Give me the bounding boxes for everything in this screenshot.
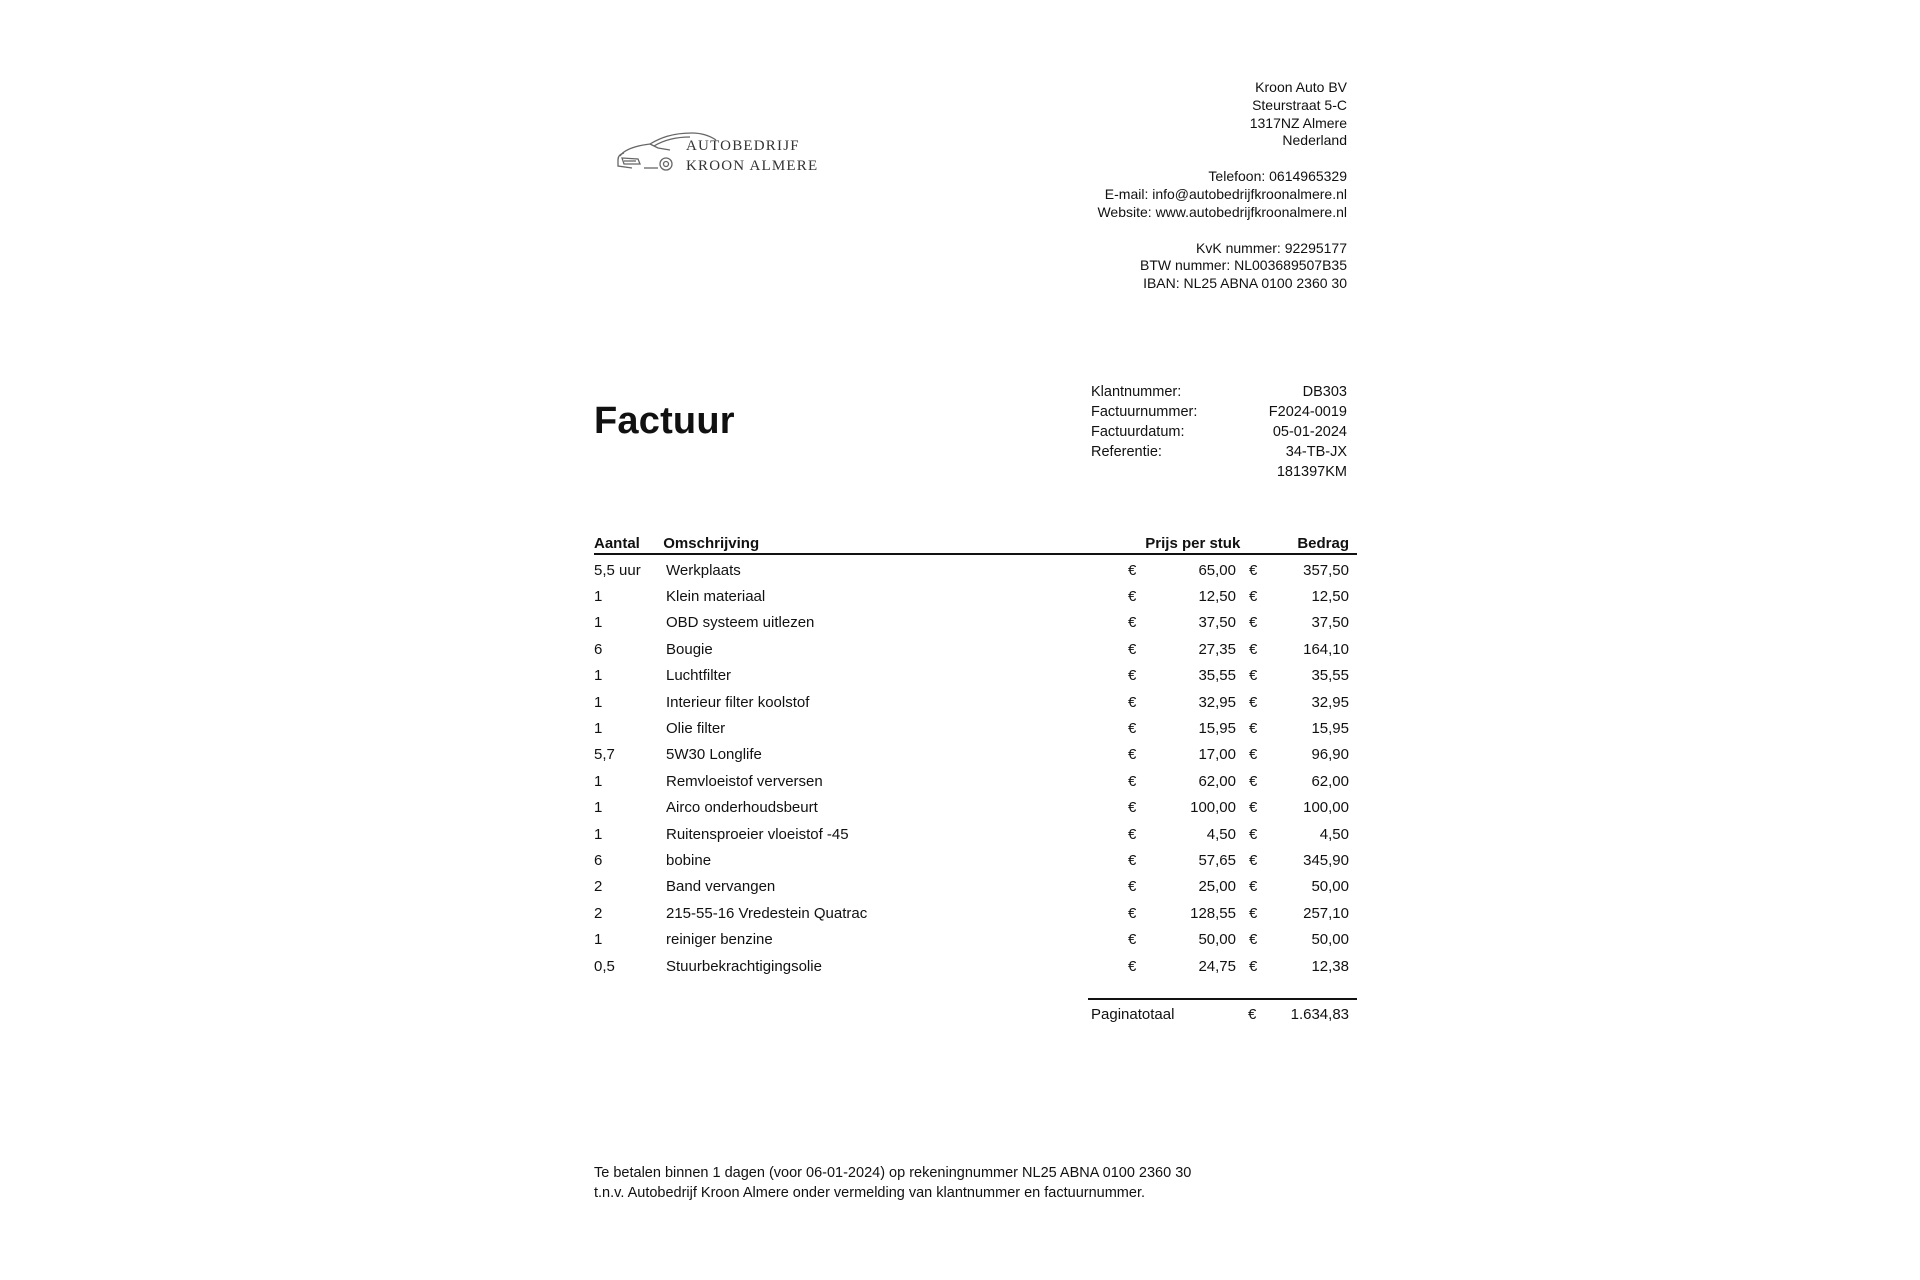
cell-currency: € (1128, 561, 1137, 579)
spacer (1027, 222, 1347, 240)
cell-aantal: 1 (594, 693, 603, 711)
table-row (594, 557, 1357, 583)
cell-aantal: 1 (594, 931, 603, 949)
cell-currency: € (1128, 588, 1137, 606)
cell-aantal: 1 (594, 825, 603, 843)
meta-row-klantnummer (1091, 382, 1347, 402)
cell-prijs: 100,00 (1190, 799, 1236, 817)
table-row (594, 636, 1357, 662)
cell-currency: € (1249, 825, 1258, 843)
cell-aantal: 0,5 (594, 957, 615, 975)
table-row (594, 795, 1357, 821)
company-country: Nederland (1282, 132, 1347, 149)
cell-currency: € (1249, 561, 1258, 579)
cell-omschrijving: Olie filter (666, 720, 726, 738)
cell-aantal: 1 (594, 799, 603, 817)
cell-prijs: 25,00 (1198, 878, 1236, 896)
cell-aantal: 5,5 uur (594, 561, 641, 579)
company-phone: Telefoon: 0614965329 (1208, 168, 1347, 185)
cell-bedrag: 15,95 (1311, 720, 1349, 738)
cell-aantal: 1 (594, 614, 603, 632)
page-total (1088, 998, 1357, 1023)
payment-line-1: Te betalen binnen 1 dagen (voor 06-01-2024) op rekeningnummer NL25 ABNA 0100 2360 30 (594, 1165, 1192, 1181)
meta-label: Klantnummer: (1091, 384, 1182, 400)
cell-currency: € (1128, 931, 1137, 949)
meta-value: 34-TB-JX (1285, 444, 1347, 460)
cell-prijs: 65,00 (1198, 561, 1236, 579)
meta-value: F2024-0019 (1268, 404, 1347, 420)
cell-currency: € (1249, 957, 1258, 975)
invoice-meta (1091, 382, 1347, 482)
cell-aantal: 6 (594, 851, 603, 869)
cell-currency: € (1249, 693, 1258, 711)
cell-currency: € (1128, 957, 1137, 975)
cell-prijs: 12,50 (1198, 588, 1236, 606)
page-title: Factuur (594, 400, 735, 442)
cell-omschrijving: Stuurbekrachtigingsolie (666, 957, 822, 975)
header-omschrijving: Omschrijving (663, 535, 760, 552)
table-row (594, 847, 1357, 873)
company-city: 1317NZ Almere (1249, 114, 1347, 131)
table-row (594, 768, 1357, 794)
cell-prijs: 24,75 (1198, 957, 1236, 975)
cell-currency: € (1128, 825, 1137, 843)
cell-currency: € (1249, 799, 1258, 817)
cell-omschrijving: 5W30 Longlife (666, 746, 762, 764)
company-details (1027, 79, 1347, 293)
company-email: E-mail: info@autobedrijfkroonalmere.nl (1104, 185, 1347, 202)
cell-aantal: 2 (594, 878, 603, 896)
cell-bedrag: 12,50 (1311, 588, 1349, 606)
table-row (594, 583, 1357, 609)
cell-currency: € (1249, 588, 1258, 606)
cell-bedrag: 257,10 (1303, 904, 1349, 922)
total-amount: 1.634,83 (1290, 1006, 1349, 1023)
header-bedrag: Bedrag (1297, 535, 1349, 552)
meta-row-factuurdatum (1091, 422, 1347, 442)
meta-row-kilometerstand (1091, 462, 1347, 482)
cell-currency: € (1249, 667, 1258, 685)
cell-prijs: 50,00 (1198, 931, 1236, 949)
cell-prijs: 17,00 (1198, 746, 1236, 764)
cell-bedrag: 62,00 (1311, 772, 1349, 790)
cell-omschrijving: Bougie (666, 640, 713, 658)
meta-value: DB303 (1302, 384, 1347, 400)
table-row (594, 821, 1357, 847)
spacer (1027, 150, 1347, 168)
cell-prijs: 37,50 (1198, 614, 1236, 632)
cell-prijs: 4,50 (1206, 825, 1236, 843)
logo-text-line2: KROON ALMERE (686, 158, 819, 174)
cell-bedrag: 12,38 (1311, 957, 1349, 975)
cell-currency: € (1128, 640, 1137, 658)
cell-currency: € (1249, 746, 1258, 764)
meta-value: 05-01-2024 (1272, 424, 1347, 440)
table-header (594, 530, 1357, 555)
cell-currency: € (1249, 931, 1258, 949)
meta-row-referentie (1091, 442, 1347, 462)
table-body (594, 557, 1357, 979)
table-row (594, 689, 1357, 715)
cell-bedrag: 50,00 (1311, 931, 1349, 949)
cell-currency: € (1128, 851, 1137, 869)
payment-line-2: t.n.v. Autobedrijf Kroon Almere onder vermelding van klantnummer en factuurnummer. (594, 1185, 1146, 1201)
cell-currency: € (1249, 640, 1258, 658)
cell-prijs: 27,35 (1198, 640, 1236, 658)
cell-omschrijving: Band vervangen (666, 878, 776, 896)
company-website: Website: www.autobedrijfkroonalmere.nl (1097, 203, 1347, 220)
cell-omschrijving: Remvloeistof verversen (666, 772, 823, 790)
table-row (594, 663, 1357, 689)
cell-currency: € (1249, 720, 1258, 738)
cell-bedrag: 4,50 (1319, 825, 1349, 843)
total-currency: € (1248, 1006, 1257, 1023)
cell-omschrijving: Airco onderhoudsbeurt (666, 799, 818, 817)
cell-omschrijving: OBD systeem uitlezen (666, 614, 815, 632)
cell-currency: € (1128, 693, 1137, 711)
company-iban: IBAN: NL25 ABNA 0100 2360 30 (1143, 275, 1347, 292)
cell-omschrijving: Ruitensproeier vloeistof -45 (666, 825, 849, 843)
cell-omschrijving: Luchtfilter (666, 667, 732, 685)
cell-currency: € (1249, 878, 1258, 896)
header-prijs-per-stuk: Prijs per stuk (1145, 535, 1241, 552)
cell-omschrijving: Klein materiaal (666, 588, 766, 606)
cell-omschrijving: Werkplaats (666, 561, 741, 579)
cell-omschrijving: reiniger benzine (666, 931, 773, 949)
cell-aantal: 1 (594, 772, 603, 790)
company-street: Steurstraat 5-C (1252, 96, 1347, 113)
cell-bedrag: 35,55 (1311, 667, 1349, 685)
table-row (594, 926, 1357, 952)
company-btw: BTW nummer: NL003689507B35 (1140, 257, 1347, 274)
meta-row-factuurnummer (1091, 402, 1347, 422)
company-logo (614, 128, 834, 180)
cell-prijs: 35,55 (1198, 667, 1236, 685)
table-row (594, 742, 1357, 768)
meta-value: 181397KM (1276, 464, 1347, 480)
cell-currency: € (1128, 614, 1137, 632)
cell-bedrag: 345,90 (1303, 851, 1349, 869)
cell-currency: € (1249, 772, 1258, 790)
cell-currency: € (1128, 772, 1137, 790)
cell-prijs: 57,65 (1198, 851, 1236, 869)
header-aantal: Aantal (594, 535, 640, 552)
cell-bedrag: 164,10 (1303, 640, 1349, 658)
cell-bedrag: 37,50 (1311, 614, 1349, 632)
cell-aantal: 6 (594, 640, 603, 658)
cell-currency: € (1128, 878, 1137, 896)
company-kvk: KvK nummer: 92295177 (1196, 239, 1347, 256)
cell-bedrag: 96,90 (1311, 746, 1349, 764)
cell-currency: € (1128, 667, 1137, 685)
cell-currency: € (1249, 614, 1258, 632)
cell-prijs: 15,95 (1198, 720, 1236, 738)
cell-prijs: 62,00 (1198, 772, 1236, 790)
meta-label: Factuurnummer: (1091, 404, 1198, 420)
cell-aantal: 1 (594, 667, 603, 685)
cell-currency: € (1128, 799, 1137, 817)
cell-omschrijving: Interieur filter koolstof (666, 693, 810, 711)
cell-bedrag: 100,00 (1303, 799, 1349, 817)
company-name: Kroon Auto BV (1255, 79, 1347, 95)
cell-aantal: 2 (594, 904, 603, 922)
cell-omschrijving: 215-55-16 Vredestein Quatrac (666, 904, 868, 922)
invoice-lines-table (594, 530, 1357, 979)
meta-label: Referentie: (1091, 444, 1162, 460)
cell-currency: € (1249, 904, 1258, 922)
cell-aantal: 5,7 (594, 746, 615, 764)
meta-label: Factuurdatum: (1091, 424, 1185, 440)
cell-omschrijving: bobine (666, 851, 712, 869)
cell-currency: € (1128, 720, 1137, 738)
cell-prijs: 32,95 (1198, 693, 1236, 711)
cell-prijs: 128,55 (1190, 904, 1236, 922)
cell-currency: € (1249, 851, 1258, 869)
cell-aantal: 1 (594, 720, 603, 738)
cell-currency: € (1128, 746, 1137, 764)
table-row (594, 610, 1357, 636)
logo-text-line1: AUTOBEDRIJF (686, 138, 800, 154)
table-row (594, 715, 1357, 741)
cell-aantal: 1 (594, 588, 603, 606)
cell-bedrag: 32,95 (1311, 693, 1349, 711)
table-row (594, 900, 1357, 926)
car-logo-icon (614, 128, 834, 180)
table-row (594, 874, 1357, 900)
cell-currency: € (1128, 904, 1137, 922)
payment-instructions (594, 1163, 1191, 1203)
total-label: Paginatotaal (1091, 1006, 1175, 1023)
cell-bedrag: 357,50 (1303, 561, 1349, 579)
table-row (594, 953, 1357, 979)
cell-bedrag: 50,00 (1311, 878, 1349, 896)
